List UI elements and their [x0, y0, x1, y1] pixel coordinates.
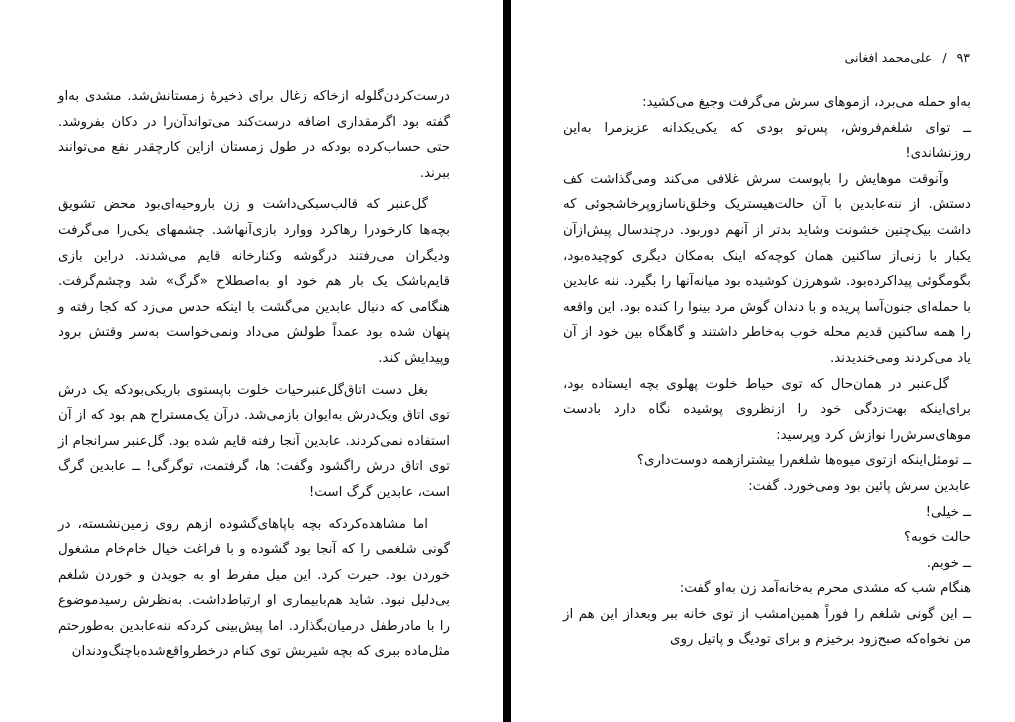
left-page-text	[58, 84, 450, 665]
dialogue-line: ــ خوبم.	[926, 555, 971, 571]
paragraph: اما مشاهده‌کردکه بچه باپاهای‌گشوده ازهم روی زمین‌نشسته، در گونی شلغمی را که آنجا بود گشوده و با فراغت خیال خام‌خام مشغول خوردن بود. حیرت کرد. این میل مفرط او به جویدن و خوردن شلغم بی‌دلیل نبود. شاید هم‌بابیماری او ارتباط‌داشت. به‌نظرش رسیدموضوع را با مادرطفل درمیان‌بگذارد. اما پیش‌بینی کردکه ننه‌عابدین به‌طورحتم مثل‌ماده ببری که بچه شیربش توی کنام درخطرواقع‌شده‌باچنگ‌ودندان	[58, 516, 450, 660]
paragraph: وآنوقت موهایش را باپوست سرش غلافی می‌کند ومی‌گذاشت کف دستش. از ننه‌عابدین با آن حالت‌هیستریک وخلق‌ناسازوپرخاشجوئی که داشت بیک‌چنین خشونت وشاید بدتر از آنهم دوربود. درچندسال پیش‌ازآن یکبار با زنی‌از ساکنین همان کوچه‌که اینک به‌مکان دیگری کوچیده‌بود، بگومگوئی پیداکرده‌بود. شوهرزن کوشیده بود میانه‌آنها را بگیرد. ننه عابدین با حمله‌ای جنون‌آسا پریده و با دندان گوش مرد بینوا را کنده بود. این واقعه را همه ساکنین قدیم محله خوب به‌خاطر داشتند و گاهگاه بین خود از آن یاد می‌کردند ومی‌خندیدند.	[563, 171, 971, 366]
paragraph: درست‌کردن‌گلوله ازخاکه زغال برای ذخیرهٔ زمستانش‌شد. مشدی به‌او گفته بود اگرمقداری اضافه درست‌کند می‌تواندآن‌را در دکان بفروشد. حتی حساب‌کرده بودکه در طول زمستان ازاین کارچقدر نفع می‌توانند ببرند.	[58, 89, 450, 181]
right-page-text	[563, 90, 971, 653]
paragraph: به‌او حمله می‌برد، ازموهای سرش می‌گرفت وجیغ می‌کشید:	[642, 95, 971, 110]
paragraph: بغل دست اتاق‌گل‌عنبرحیات خلوت باپستوی باریکی‌بودکه یک درش توی اتاق ویک‌درش به‌ایوان بازمی‌شد. درآن یک‌مستراح هم بود که از آن استفاده نمی‌کردند. عابدین آنجا رفته قایم شده بود. گل‌عنبر سرانجام از توی اتاق درش راگشود وگفت: ها، گرفتمت، توگرگی! ــ عابدین گرگ است، عابدین گرگ است!	[58, 382, 450, 500]
paragraph: گل‌عنبر در همان‌حال که توی حیاط خلوت پهلوی بچه ایستاده بود، برای‌اینکه بهت‌زدگی خود را ازنظروی پوشیده نگاه دارد بادست موهای‌سرش‌را نوازش کرد وپرسید:	[563, 376, 971, 443]
left-page	[0, 0, 503, 722]
dialogue-line: ــ خیلی!	[925, 504, 971, 520]
paragraph: گل‌عنبر که قالب‌سبکی‌داشت و زن باروحیه‌ای‌بود محض تشویق بچه‌ها کارخودرا رهاکرد ووارد بازی‌آنهاشد. چشمهای یکی‌را می‌گرفت ودیگران می‌رفتند درگوشه وکنارخانه قایم می‌شدند. دراین بازی قایم‌باشک یک بار هم خود او به‌اصطلاح «گرگ» شد وچشم‌گرفت. هنگامی که دنبال عابدین می‌گشت با اینکه حدس می‌زد که کجا رفته و پنهان شده بود عمداً طولش می‌داد ونمی‌خواست به‌سر وقتش برود وپیدایش کند.	[58, 197, 450, 366]
page-number: ۹۳	[956, 50, 970, 65]
dialogue-line: ــ توای شلغم‌فروش، پس‌تو بودی که یکی‌یکدانه عزیزمرا به‌این روزنشاندی!	[563, 120, 971, 162]
author-name: علی‌محمد افغانی	[844, 50, 933, 65]
right-page	[511, 0, 1015, 722]
running-header	[839, 50, 970, 65]
header-separator: /	[942, 50, 947, 65]
dialogue-line: ــ این گونی شلغم را فوراً همین‌امشب از توی خانه ببر وبعداز این هم از من نخواه‌که صبح‌زود برخیزم و برای تودیگ و پاتیل روی	[563, 606, 971, 648]
book-gutter	[503, 0, 511, 722]
dialogue-line: حالت خوبه؟	[903, 530, 971, 546]
paragraph: هنگام شب که مشدی محرم به‌خانه‌آمد زن به‌او گفت:	[679, 581, 971, 597]
paragraph: عابدین سرش پائین بود ومی‌خورد. گفت:	[748, 478, 971, 494]
dialogue-line: ــ تومثل‌اینکه ازتوی میوه‌ها شلغم‌را بیشترازهمه دوست‌داری؟	[636, 453, 971, 469]
